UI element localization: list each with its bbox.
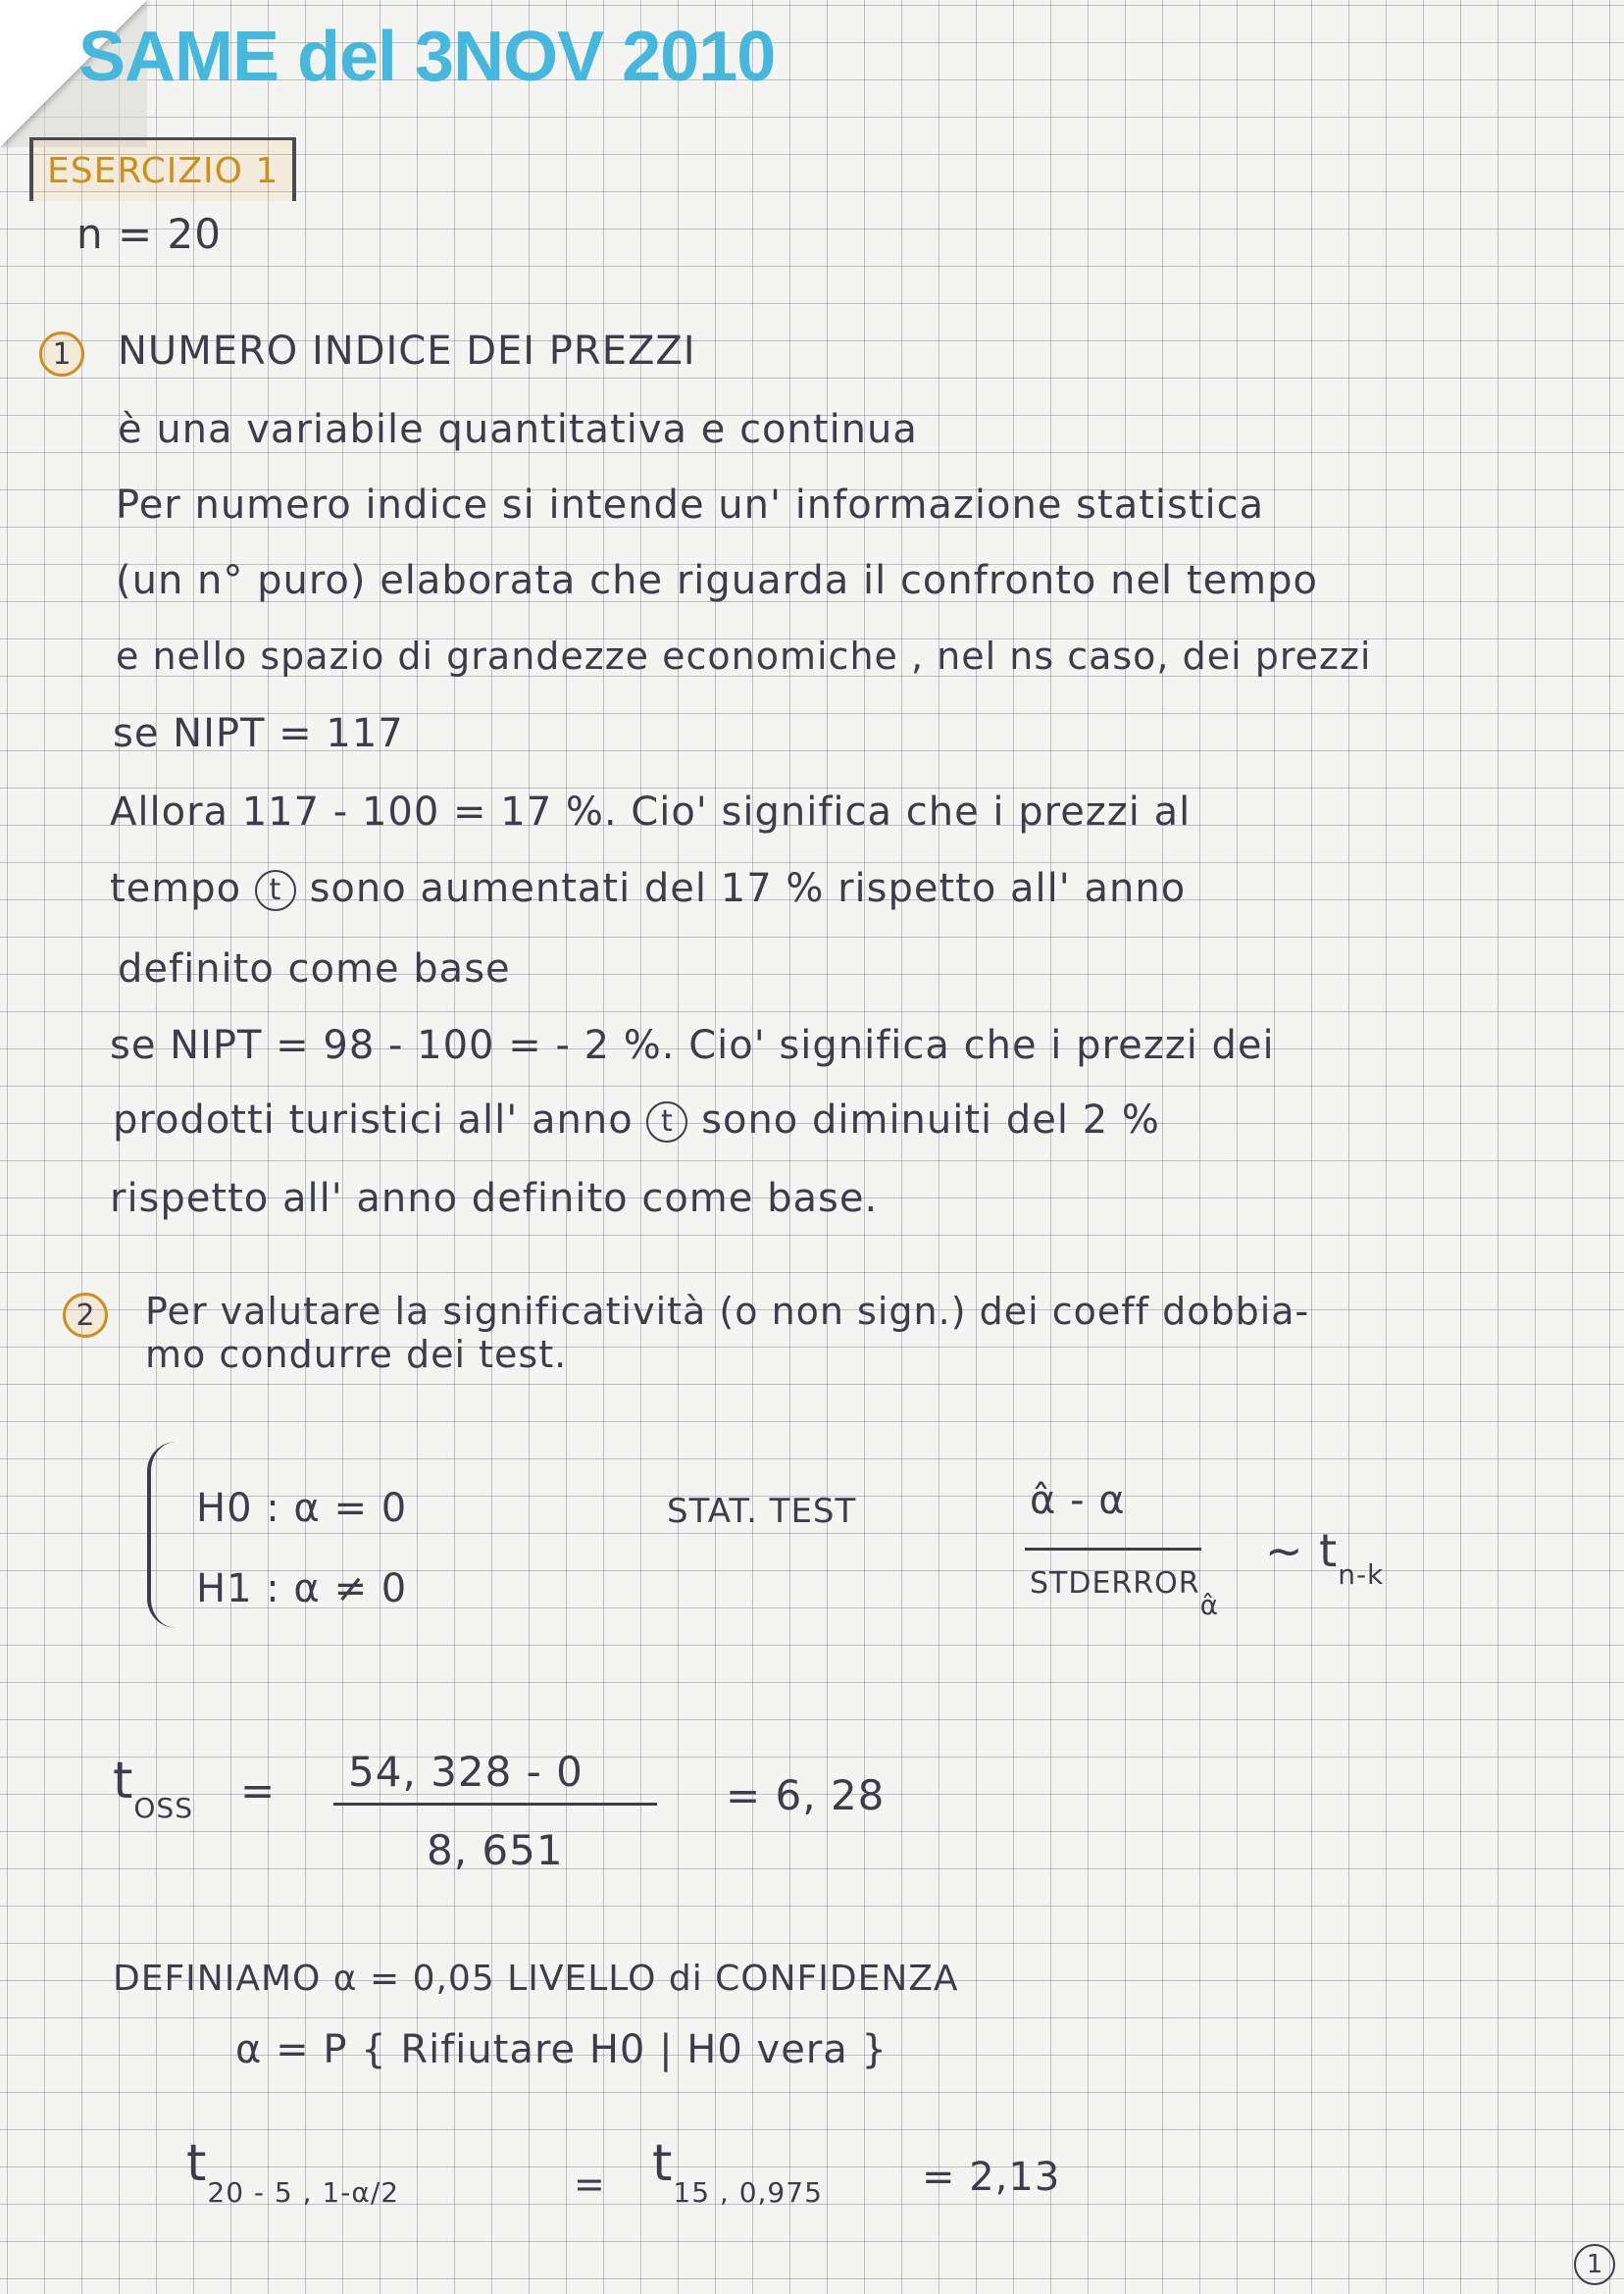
- distribution-subscript: n-k: [1338, 1558, 1385, 1591]
- line-7-rest: sono aumentati del 17 % rispetto all' anno: [309, 866, 1187, 911]
- hypothesis-h1: H1 : α ≠ 0: [196, 1566, 408, 1611]
- stderror-subscript: α̂: [1199, 1589, 1220, 1621]
- test-fraction-numerator: α̂ - α: [1030, 1478, 1126, 1523]
- page-number: 1: [1574, 2244, 1615, 2285]
- t-critical-symbol: t: [186, 2134, 208, 2193]
- test-fraction-bar: [1025, 1548, 1201, 1551]
- t-observed-fraction-bar: [333, 1803, 657, 1806]
- t-observed-subscript: OSS: [133, 1792, 193, 1824]
- distribution-t: ~ t: [1265, 1524, 1339, 1577]
- section-1-number: 1: [39, 331, 84, 377]
- section-1-line-10: [113, 1097, 1160, 1143]
- section-1-heading: NUMERO INDICE DEI PREZZI: [118, 329, 696, 374]
- n-line: n = 20: [76, 210, 222, 258]
- t-observed-result: = 6, 28: [726, 1771, 886, 1819]
- exercise-label-box: [29, 137, 296, 201]
- hypothesis-h0: H0 : α = 0: [196, 1486, 408, 1531]
- section-1-line-9: se NIPT = 98 - 100 = - 2 %. Cio' significa che i prezzi dei: [110, 1023, 1275, 1068]
- section-1-line-1: è una variabile quantitativa e continua: [118, 407, 918, 452]
- section-1-line-6: Allora 117 - 100 = 17 %. Cio' significa che i prezzi al: [110, 790, 1192, 835]
- section-1-line-3: (un n° puro) elaborata che riguarda il confronto nel tempo: [116, 558, 1319, 603]
- hypothesis-brace: [147, 1442, 180, 1628]
- section-1-line-7: [110, 866, 1187, 911]
- circled-t: t: [646, 1101, 687, 1143]
- alpha-definition-line: DEFINIAMO α = 0,05 LIVELLO di CONFIDENZA: [113, 1959, 959, 1999]
- page-title: SAME del 3NOV 2010: [78, 18, 776, 96]
- section-2-line-2: mo condurre dei test.: [145, 1333, 568, 1376]
- line-10-start: prodotti turistici all' anno: [113, 1097, 634, 1143]
- t-critical-table-subscript: 15 , 0,975: [673, 2176, 823, 2209]
- t-observed-symbol: t: [113, 1752, 134, 1810]
- t-observed: [113, 1752, 193, 1824]
- section-1-line-2: Per numero indice si intende un' informazione statistica: [116, 483, 1265, 528]
- stat-test-label: STAT. TEST: [667, 1492, 857, 1531]
- circled-t: t: [255, 870, 296, 911]
- section-1-line-4: e nello spazio di grandezze economiche , nel ns caso, dei prezzi: [116, 635, 1372, 678]
- section-2-line-1: Per valutare la significatività (o non sign.) dei coeff dobbia-: [145, 1290, 1310, 1333]
- alpha-probability-definition: α = P { Rifiutare H0 | H0 vera }: [235, 2027, 888, 2072]
- distribution: [1265, 1524, 1385, 1591]
- line-10-rest: sono diminuiti del 2 %: [701, 1097, 1160, 1143]
- t-observed-equals: =: [240, 1766, 277, 1814]
- section-1-line-8: definito come base: [118, 946, 511, 992]
- exercise-label: ESERCIZIO 1: [47, 150, 279, 191]
- section-1-line-11: rispetto all' anno definito come base.: [110, 1176, 879, 1221]
- t-critical-table: [652, 2134, 823, 2209]
- t-critical-table-symbol: t: [652, 2134, 674, 2193]
- test-fraction-denominator: [1030, 1566, 1220, 1621]
- word-tempo: tempo: [110, 866, 242, 911]
- t-observed-numerator: 54, 328 - 0: [348, 1748, 584, 1796]
- t-critical-equals: =: [574, 2163, 606, 2206]
- t-observed-denominator: 8, 651: [427, 1826, 564, 1874]
- section-2-number: 2: [63, 1293, 108, 1338]
- stderror-label: STDERROR: [1030, 1566, 1200, 1601]
- t-critical-subscript: 20 - 5 , 1-α/2: [207, 2176, 400, 2209]
- section-1-line-5: se NIPT = 117: [113, 711, 404, 756]
- t-critical-value: = 2,13: [922, 2155, 1061, 2200]
